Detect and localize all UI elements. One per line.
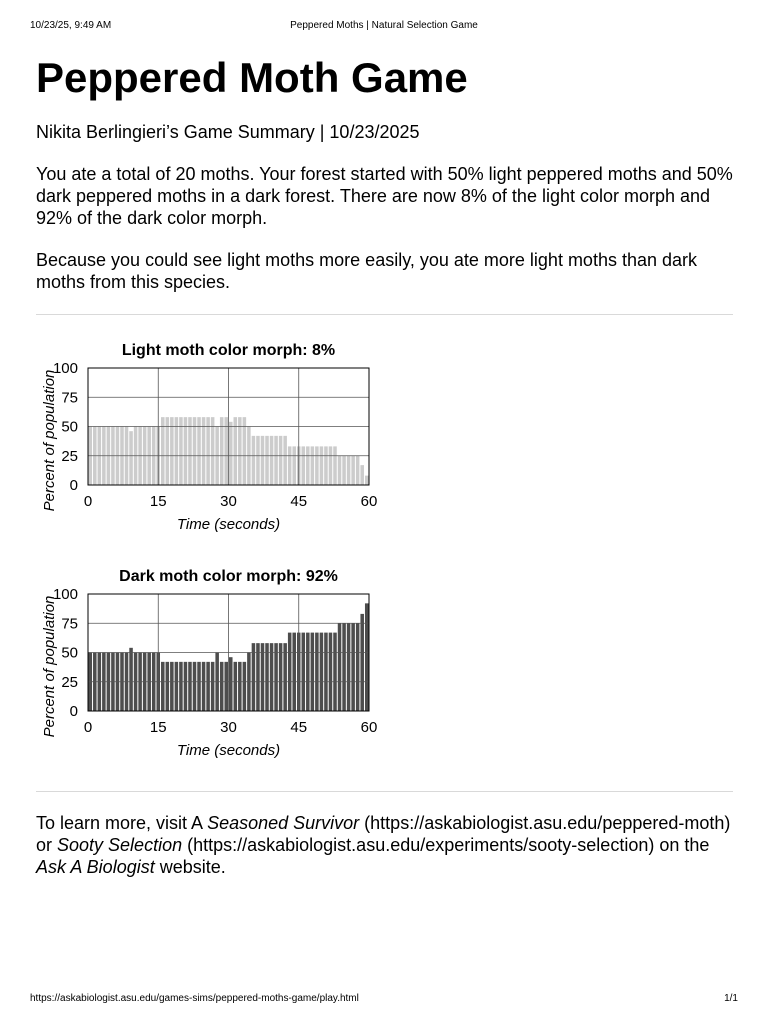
bar [365, 603, 369, 711]
bar [224, 417, 228, 485]
bar [333, 633, 337, 711]
bar [283, 436, 287, 485]
explanation-paragraph: Because you could see light moths more easily, you ate more light moths than dark moths from this species. [36, 250, 698, 292]
x-tick-label: 15 [149, 493, 167, 510]
y-axis-label: Percent of population [41, 369, 58, 512]
bar [320, 446, 324, 485]
bar [265, 643, 269, 711]
learn-more-paragraph [36, 812, 733, 878]
bar [243, 417, 247, 485]
bar [360, 614, 364, 711]
bar [188, 417, 192, 485]
x-tick-label: 0 [83, 493, 93, 510]
link-sooty-selection-url: (https://askabiologist.asu.edu/experiments/sooty-selection) on the [182, 835, 710, 855]
x-tick-label: 45 [290, 493, 308, 510]
bar [256, 436, 260, 485]
x-axis-label: Time (seconds) [176, 516, 281, 533]
y-tick-label: 50 [61, 418, 78, 436]
bar [175, 417, 179, 485]
bar [220, 662, 224, 711]
bar [279, 643, 283, 711]
bar [166, 417, 170, 485]
learn-more-suffix: website. [154, 857, 226, 877]
bar [238, 417, 242, 485]
bar [338, 623, 342, 711]
bar [265, 436, 269, 485]
bar [360, 465, 364, 485]
charts-section [36, 341, 733, 767]
learn-more-prefix: To learn more, visit A [36, 813, 208, 833]
bar [329, 633, 333, 711]
bar [211, 662, 215, 711]
y-tick-label: 25 [61, 673, 78, 691]
y-axis-label: Percent of population [41, 595, 58, 738]
bar [202, 662, 206, 711]
bar [220, 417, 224, 485]
page-title: Peppered Moth Game [36, 54, 468, 101]
bar [320, 633, 324, 711]
bar [306, 446, 310, 485]
chart-title: Dark moth color morph: 92% [119, 568, 338, 585]
divider-bottom [36, 791, 733, 792]
bar [261, 643, 265, 711]
bar [184, 662, 188, 711]
bar [193, 662, 197, 711]
bar [252, 643, 256, 711]
bar [302, 446, 306, 485]
bar [243, 662, 247, 711]
bar [197, 662, 201, 711]
bar [206, 417, 210, 485]
bar [252, 436, 256, 485]
bar [202, 417, 206, 485]
bar [274, 643, 278, 711]
bar [324, 633, 328, 711]
bar [179, 417, 183, 485]
bar [161, 417, 165, 485]
bar [324, 446, 328, 485]
site-name: Ask A Biologist [36, 857, 155, 877]
bar [315, 446, 319, 485]
bar [229, 657, 233, 711]
y-tick-label: 75 [61, 615, 78, 633]
bar [197, 417, 201, 485]
light-morph-chart-svg [36, 341, 396, 541]
bar [333, 446, 337, 485]
x-tick-label: 60 [360, 493, 378, 510]
divider-top [36, 314, 733, 315]
bar [256, 643, 260, 711]
y-tick-label: 25 [61, 447, 78, 465]
light-morph-chart [36, 341, 396, 541]
y-tick-label: 100 [52, 586, 78, 603]
y-tick-label: 0 [69, 703, 78, 720]
x-tick-label: 60 [360, 719, 378, 736]
bar [292, 446, 296, 485]
bar [315, 633, 319, 711]
bar [170, 417, 174, 485]
bar [184, 417, 188, 485]
bar [224, 662, 228, 711]
y-tick-label: 0 [69, 477, 78, 494]
bar [161, 662, 165, 711]
bar [365, 476, 369, 485]
bar [306, 633, 310, 711]
x-axis-label: Time (seconds) [176, 742, 281, 759]
y-tick-label: 75 [61, 389, 78, 407]
bar [283, 643, 287, 711]
bar [329, 446, 333, 485]
bar [270, 436, 274, 485]
bar [347, 623, 351, 711]
bar [261, 436, 265, 485]
print-url: https://askabiologist.asu.edu/games-sims/peppered-moths-game/play.html [30, 993, 359, 1004]
dark-morph-chart-svg [36, 567, 396, 767]
bar [193, 417, 197, 485]
x-tick-label: 45 [290, 719, 308, 736]
bar [188, 662, 192, 711]
x-tick-label: 0 [83, 719, 93, 736]
link-seasoned-survivor[interactable]: Seasoned Survivor [207, 813, 360, 833]
bar [211, 417, 215, 485]
bar [129, 648, 133, 711]
bar [342, 623, 346, 711]
bar [279, 436, 283, 485]
chart-title: Light moth color morph: 8% [121, 342, 336, 359]
bar [356, 623, 360, 711]
bar [175, 662, 179, 711]
dark-morph-chart [36, 567, 396, 767]
x-tick-label: 30 [220, 493, 237, 510]
bar [292, 633, 296, 711]
bar [342, 456, 346, 485]
bar [347, 456, 351, 485]
result-paragraph: You ate a total of 20 moths. Your forest started with 50% light peppered moths and 50% dark peppered moths in a dark forest. There are now 8% of the light color morph and 92% of the dark color morph. [36, 164, 733, 228]
game-summary [36, 54, 733, 878]
print-page-number: 1/1 [724, 993, 738, 1004]
bar [288, 633, 292, 711]
bar [170, 662, 174, 711]
bar [179, 662, 183, 711]
bar [166, 662, 170, 711]
bar [238, 662, 242, 711]
bar [274, 436, 278, 485]
x-tick-label: 15 [149, 719, 167, 736]
print-header [30, 19, 738, 33]
link-sooty-selection[interactable]: Sooty Selection [57, 835, 183, 855]
bar [270, 643, 274, 711]
x-tick-label: 30 [220, 719, 237, 736]
bar [311, 633, 315, 711]
print-datetime: 10/23/25, 9:49 AM [30, 20, 112, 31]
bar [356, 456, 360, 485]
bar [311, 446, 315, 485]
link-seasoned-survivor-url: (https://askabiologist.asu.edu/peppered-moth) or [36, 813, 731, 855]
bar [351, 456, 355, 485]
bar [206, 662, 210, 711]
print-page-title: Peppered Moths | Natural Selection Game [290, 20, 478, 31]
bar [234, 662, 238, 711]
bar [338, 456, 342, 485]
bar [234, 417, 238, 485]
y-tick-label: 50 [61, 644, 78, 662]
bar [302, 633, 306, 711]
bar [351, 623, 355, 711]
y-tick-label: 100 [52, 360, 78, 377]
summary-line: Nikita Berlingieri’s Game Summary | 10/23/2025 [36, 122, 420, 142]
bar [129, 431, 133, 485]
print-footer [30, 992, 738, 1006]
bar [288, 446, 292, 485]
bar [229, 422, 233, 485]
